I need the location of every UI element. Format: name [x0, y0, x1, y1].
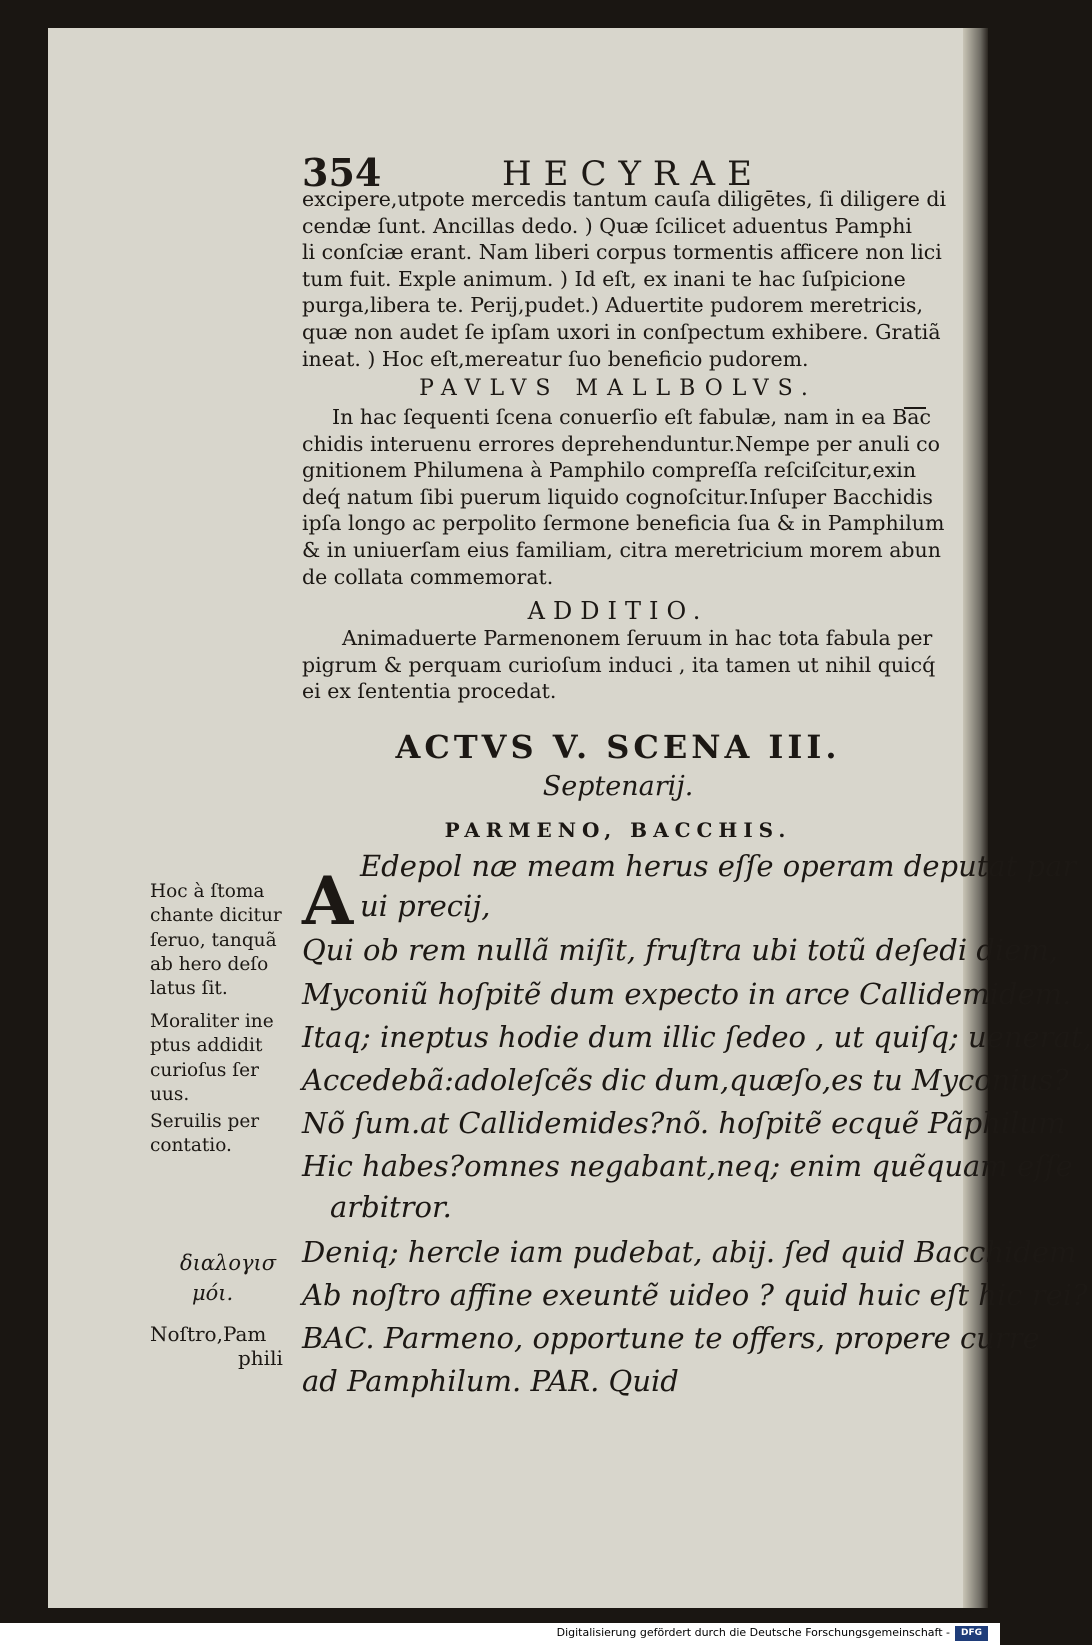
gloss-line: latus ſit. [150, 978, 228, 1000]
verse-line: ad Pamphilum. PAR. Quid [302, 1364, 679, 1398]
verse-line: Itaq; ineptus hodie dum illic ſedeo , ut quiſq; uenerat, [302, 1020, 1092, 1054]
commentary-line: cendæ ſunt. Ancillas dedo. ) Quæ ſcilicet aduentus Pamphi [302, 213, 912, 238]
side-gloss [150, 1010, 290, 1107]
meter-label: Septenarij. [542, 771, 694, 802]
gloss-line: Hoc à ſtoma [150, 881, 265, 902]
verse-line: Deniq; hercle iam pudebat, abij. ſed quid Bacchidem [302, 1235, 1077, 1269]
dfg-logo: DFG [955, 1626, 988, 1641]
side-gloss [150, 1110, 290, 1159]
gloss-line: chante dicitur [150, 905, 282, 927]
digitization-credit: Digitalisierung gefördert durch die Deutsche Forschungsgemeinschaft - [556, 1626, 950, 1639]
commentary-line: excipere,utpote mercedis tantum cauſa diligētes, ſi diligere di [302, 187, 947, 211]
page-edge [963, 28, 988, 1608]
gloss-line: phili [238, 1346, 283, 1371]
gloss-line: ab hero deſo [150, 953, 269, 975]
additio-block [302, 625, 934, 705]
commentary-line: ineat. ) Hoc eſt,mereatur ſuo beneficio pudorem. [302, 346, 809, 371]
additio-line: ei ex ſententia procedat. [302, 679, 557, 704]
additio-line: pigrum & perquam curioſum induci , ita tamen ut nihil quicq́ [302, 652, 936, 677]
footer-bar [0, 1623, 1000, 1645]
verse-line: Qui ob rem nullã miſit, fruſtra ubi totũ deſedi diem, [302, 933, 1059, 967]
verse-line: BAC. Parmeno, opportune te offers, propere curre [302, 1321, 1040, 1355]
side-gloss [150, 1322, 290, 1371]
drop-cap: A [302, 862, 354, 940]
mallbolus-line: & in uniuerſam eius familiam, citra meretricium morem abun [302, 537, 941, 562]
commentary-block [302, 186, 947, 372]
mallbolus-line: deq́ natum ſibi puerum liquido cognoſcitur.Inſuper Bacchidis [302, 484, 933, 509]
mallbolus-block [302, 404, 945, 590]
page-number: 354 [302, 150, 382, 195]
mallbolus-line: ipſa longo ac perpolito ſermone beneficia ſua & in Pamphilum [302, 511, 945, 536]
gloss-line: Noſtro,Pam [150, 1322, 267, 1346]
heading-mallbolus: PAVLVS MALLBOLVS. [419, 376, 817, 401]
side-gloss [150, 880, 290, 1001]
gloss-line: contatio. [150, 1135, 232, 1157]
gloss-line: διαλογισ [180, 1251, 277, 1275]
gloss-line: curioſus ſer [150, 1059, 259, 1081]
commentary-line: tum fuit. Exple animum. ) Id eſt, ex inani te hac ſuſpicione [302, 266, 906, 291]
mallbolus-line: de collata commemorat. [302, 564, 554, 589]
mallbolus-line: gnitionem Philumena à Pamphilo compreſſa reſciſcitur,exin [302, 458, 917, 483]
verse-line: Myconiũ hoſpitẽ dum expecto in arce Callidemidem. [302, 977, 1072, 1011]
gloss-line: Moraliter ine [150, 1011, 274, 1032]
commentary-line: quæ non audet ſe ipſam uxori in conſpectum exhibere. Gratiã [302, 319, 941, 344]
mallbolus-line: chidis interuenu errores deprehenduntur.Nempe per anuli co [302, 431, 940, 456]
speakers-line: PARMENO, BACCHIS. [444, 818, 792, 842]
commentary-line: purga,libera te. Perij,pudet.) Aduertite pudorem meretricis, [302, 293, 923, 318]
verse-line: Nõ ſum.at Callidemides?nõ. hoſpitẽ ecquẽ Pãphilum [302, 1106, 1066, 1140]
gloss-line: ptus addidit [150, 1035, 263, 1057]
mallbolus-line: In hac ſequenti ſcena conuerſio eſt fabulæ, nam in ea Bac [332, 405, 931, 429]
verse-line: Accedebã:adoleſcẽs dic dum,quæſo,es tu Myconius? [302, 1063, 1069, 1097]
commentary-line: li conſciæ erant. Nam liberi corpus tormentis afficere non lici [302, 240, 942, 265]
gloss-line: Seruilis per [150, 1111, 260, 1132]
verse-line: arbitror. [330, 1190, 452, 1224]
additio-line: Animaduerte Parmenonem ſeruum in hac tota fabula per [342, 626, 933, 650]
side-gloss-greek [180, 1248, 290, 1308]
gloss-line: uus. [150, 1083, 190, 1105]
gloss-line: ſeruo, tanquã [150, 929, 277, 951]
heading-additio: ADDITIO. [527, 597, 709, 625]
verse-line: ui precij, [360, 889, 491, 923]
act-scene-heading: ACTVS V. SCENA III. [395, 728, 841, 766]
verse-line: Ab noſtro affine exeuntẽ uideo ? quid huic eſt hic rei? [302, 1278, 1088, 1312]
running-title: HECYRAE [502, 154, 764, 194]
gloss-line: μόι. [192, 1281, 234, 1305]
verse-line: Hic habes?omnes negabant,neq; enim quẽquam eſſe [302, 1149, 1073, 1183]
verse-line: Edepol næ meam herus eſſe operam deputat par [360, 849, 1077, 883]
